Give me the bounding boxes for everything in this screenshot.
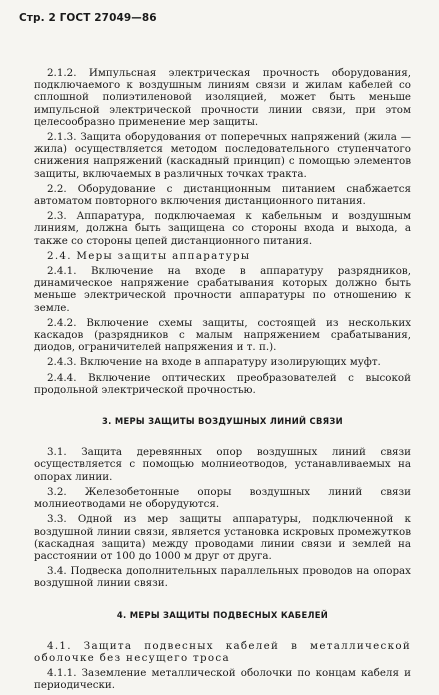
paragraph-2-4-2: 2.4.2. Включение схемы защиты, состоящей из нескольких каскадов (разрядников с малым напряжением срабатывания, диодов, ограничителей напряжения и т. п.).	[34, 316, 411, 354]
paragraph-3-4: 3.4. Подвеска дополнительных параллельных проводов на опорах воздушной линии связи.	[34, 565, 411, 590]
paragraph-2-4-4: 2.4.4. Включение оптических преобразователей с высокой продольной электрической прочностью.	[34, 371, 411, 396]
paragraph-2-1-3: 2.1.3. Защита оборудования от поперечных напряжений (жила — жила) осуществляется методом последовательного ступенчатого снижения напряжений (каскадный принцип) с помощью элементов защиты, включаемых в различных точках тракта.	[34, 131, 411, 180]
paragraph-2-1-2: 2.1.2. Импульсная электрическая прочность оборудования, подключаемого к воздушным линиям связи и жилам кабелей со сплошной полиэтиленовой изоляцией, может быть меньше импульсной электрической прочности линии связи, при этом целесообразно применение мер защиты.	[34, 67, 411, 128]
paragraph-3-2: 3.2. Железобетонные опоры воздушных линий связи молниеотводами не оборудуются.	[34, 485, 411, 511]
paragraph-2-4-1: 2.4.1. Включение на входе в аппаратуру разрядников, динамическое напряжение срабатывания которых должно быть меньше электрической прочности аппаратуры по отношению к земле.	[34, 265, 411, 314]
section-4-title: 4. МЕРЫ ЗАЩИТЫ ПОДВЕСНЫХ КАБЕЛЕЙ	[116, 609, 329, 620]
heading-2-4: 2.4. Меры защиты аппаратуры	[47, 249, 251, 262]
paragraph-2-3: 2.3. Аппаратура, подключаемая к кабельным и воздушным линиям, должна быть защищена со стороны входа и выхода, а также со стороны цепей дистанционного питания.	[34, 210, 411, 247]
paragraph-2-4-3: 2.4.3. Включение на входе в аппаратуру изолирующих муфт.	[47, 356, 381, 369]
section-3-title: 3. МЕРЫ ЗАЩИТЫ ВОЗДУШНЫХ ЛИНИЙ СВЯЗИ	[102, 416, 343, 427]
page-header: Стр. 2 ГОСТ 27049—86	[19, 12, 157, 24]
paragraph-2-2: 2.2. Оборудование с дистанционным питанием снабжается автоматом повторного включения дистанционного питания.	[34, 182, 411, 208]
document-body	[34, 67, 411, 695]
heading-4-1: 4.1. Защита подвесных кабелей в металлической оболочке без несущего троса	[34, 639, 411, 664]
paragraph-3-3: 3.3. Одной из мер защиты аппаратуры, подключенной к воздушной линии связи, является установка искровых промежутков (каскадная защита) между проводами линии связи и землей на расстоянии от 100 до 1000 м друг от друга.	[34, 513, 411, 562]
paragraph-3-1: 3.1. Защита деревянных опор воздушных линий связи осуществляется с помощью молниеотводов, устанавливаемых на опорах линии.	[34, 446, 411, 483]
paragraph-4-1-1: 4.1.1. Заземление металлической оболочки по концам кабеля и периодически.	[34, 667, 411, 692]
